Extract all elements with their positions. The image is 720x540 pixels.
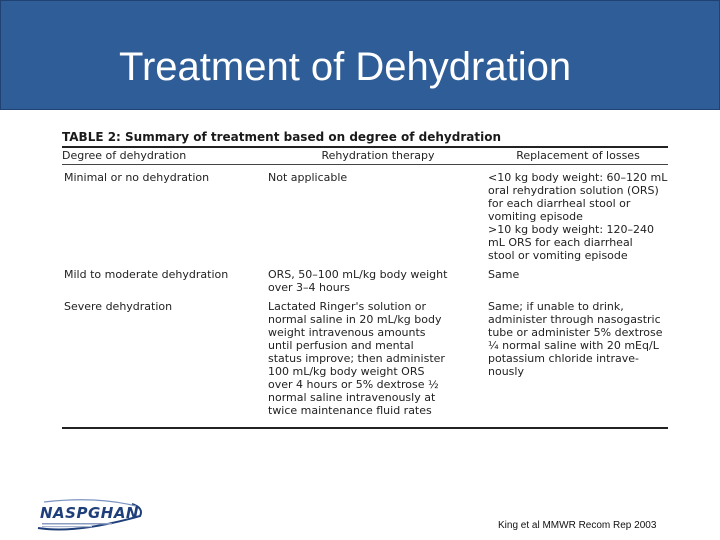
replacement-cell-line: potassium chloride intrave-	[488, 352, 639, 365]
therapy-cell-line: status improve; then administer	[268, 352, 445, 365]
table-bottom-rule	[62, 427, 668, 429]
therapy-cell	[268, 300, 488, 417]
slide-title: Treatment of Dehydration	[119, 45, 572, 89]
table-row	[62, 268, 668, 294]
table-row	[62, 171, 668, 262]
degree-cell	[62, 268, 268, 294]
replacement-cell-line: <10 kg body weight: 60–120 mL	[488, 171, 668, 184]
replacement-cell	[488, 300, 668, 417]
degree-cell-line: Mild to moderate dehydration	[64, 268, 229, 281]
replacement-cell-line: nously	[488, 365, 524, 378]
replacement-cell-line: administer through nasogastric	[488, 313, 661, 326]
replacement-cell-line: oral rehydration solution (ORS)	[488, 184, 659, 197]
table-header-rule	[62, 164, 668, 165]
therapy-cell	[268, 171, 488, 262]
degree-cell-line: Minimal or no dehydration	[64, 171, 210, 184]
table-body	[62, 171, 668, 417]
treatment-table	[62, 130, 668, 429]
degree-cell	[62, 300, 268, 417]
header-replacement: Replacement of losses	[516, 149, 640, 162]
logo-tagline-mark	[42, 522, 122, 528]
therapy-cell-line: normal saline in 20 mL/kg body	[268, 313, 442, 326]
therapy-cell-line: weight intravenous amounts	[268, 326, 426, 339]
table-header-row	[62, 148, 668, 164]
therapy-cell-line: Lactated Ringer's solution or	[268, 300, 427, 313]
therapy-cell-line: normal saline intravenously at	[268, 391, 436, 404]
therapy-cell-line: twice maintenance fluid rates	[268, 404, 432, 417]
replacement-cell-line: tube or administer 5% dextrose	[488, 326, 663, 339]
degree-cell	[62, 171, 268, 262]
replacement-cell-line: mL ORS for each diarrheal	[488, 236, 633, 249]
logo-text: NASPGHAN	[40, 504, 139, 522]
naspghan-logo	[36, 498, 146, 534]
replacement-cell-line: Same; if unable to drink,	[488, 300, 624, 313]
therapy-cell-line: Not applicable	[268, 171, 348, 184]
replacement-cell-line: stool or vomiting episode	[488, 249, 628, 262]
replacement-cell-line: Same	[488, 268, 520, 281]
degree-cell-line: Severe dehydration	[64, 300, 173, 313]
therapy-cell	[268, 268, 488, 294]
table-title: TABLE 2: Summary of treatment based on degree of dehydration	[62, 130, 501, 144]
citation: King et al MMWR Recom Rep 2003	[498, 520, 657, 531]
therapy-cell-line: until perfusion and mental	[268, 339, 414, 352]
therapy-cell-line: 100 mL/kg body weight ORS	[268, 365, 425, 378]
table-row	[62, 300, 668, 417]
replacement-cell-line: vomiting episode	[488, 210, 583, 223]
replacement-cell	[488, 171, 668, 262]
replacement-cell-line: ¼ normal saline with 20 mEq/L	[488, 339, 659, 352]
title-banner	[0, 0, 720, 110]
replacement-cell-line: >10 kg body weight: 120–240	[488, 223, 655, 236]
header-therapy: Rehydration therapy	[321, 149, 435, 162]
therapy-cell-line: ORS, 50–100 mL/kg body weight	[268, 268, 448, 281]
header-degree: Degree of dehydration	[62, 149, 187, 162]
therapy-cell-line: over 4 hours or 5% dextrose ½	[268, 378, 439, 391]
replacement-cell	[488, 268, 668, 294]
replacement-cell-line: for each diarrheal stool or	[488, 197, 631, 210]
therapy-cell-line: over 3–4 hours	[268, 281, 350, 294]
